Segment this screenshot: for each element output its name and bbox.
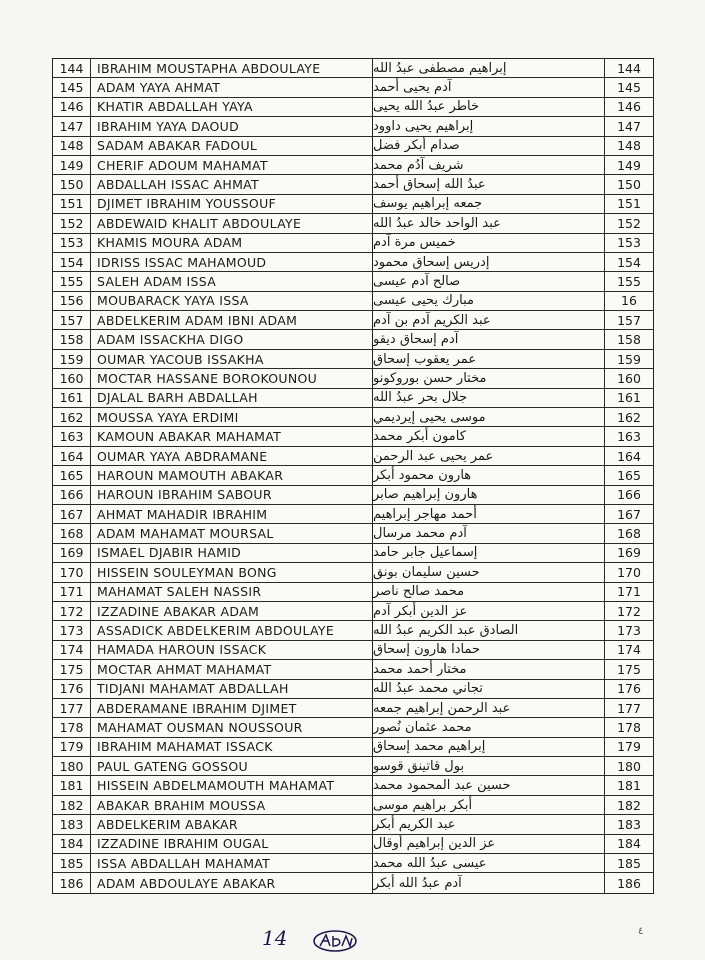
name-arabic: عبد الواحد خالد عبدُ الله bbox=[373, 214, 605, 232]
table-row bbox=[53, 311, 653, 330]
row-number-right: 173 bbox=[617, 623, 641, 639]
row-number-right: 178 bbox=[617, 719, 641, 735]
table-row bbox=[53, 854, 653, 873]
name-arabic: خميس مرة آدم bbox=[373, 234, 605, 252]
row-number-right: 149 bbox=[617, 157, 641, 173]
name-latin: KHAMIS MOURA ADAM bbox=[91, 234, 373, 252]
name-arabic: إدريس إسحاق محمود bbox=[373, 253, 605, 271]
name-arabic: موسى يحيى إيرديمي bbox=[373, 408, 605, 426]
table-row bbox=[53, 873, 653, 892]
page-number: 14 bbox=[262, 926, 288, 950]
name-latin: ABDALLAH ISSAC AHMAT bbox=[91, 175, 373, 193]
table-row bbox=[53, 408, 653, 427]
name-latin: HISSEIN ABDELMAMOUTH MAHAMAT bbox=[91, 776, 373, 794]
row-number-left: 184 bbox=[53, 835, 91, 853]
name-latin: HAROUN MAMOUTH ABAKAR bbox=[91, 466, 373, 484]
row-number-left: 169 bbox=[53, 544, 91, 562]
name-latin: IZZADINE ABAKAR ADAM bbox=[91, 602, 373, 620]
row-number-right: 165 bbox=[617, 467, 641, 483]
name-arabic: عبد الرحمن إبراهيم جمعه bbox=[373, 699, 605, 717]
table-row bbox=[53, 389, 653, 408]
row-number-right: 147 bbox=[617, 118, 641, 134]
table-row bbox=[53, 253, 653, 272]
name-latin: AHMAT MAHADIR IBRAHIM bbox=[91, 505, 373, 523]
row-number-right: 172 bbox=[617, 603, 641, 619]
table-row bbox=[53, 427, 653, 446]
table-row bbox=[53, 369, 653, 388]
name-latin: SADAM ABAKAR FADOUL bbox=[91, 137, 373, 155]
row-number-left: 144 bbox=[53, 59, 91, 77]
name-arabic: عبدُ الله إسحاق أحمد bbox=[373, 175, 605, 193]
row-number-right: 181 bbox=[617, 778, 641, 794]
row-number-right: 16 bbox=[621, 293, 637, 309]
name-latin: IBRAHIM MAHAMAT ISSACK bbox=[91, 738, 373, 756]
name-latin: IBRAHIM MOUSTAPHA ABDOULAYE bbox=[91, 59, 373, 77]
name-arabic: صالح آدم عيسى bbox=[373, 272, 605, 290]
row-number-left: 171 bbox=[53, 583, 91, 601]
name-latin: MAHAMAT SALEH NASSIR bbox=[91, 583, 373, 601]
row-number-right: 163 bbox=[617, 429, 641, 445]
row-number-right: 186 bbox=[617, 875, 641, 891]
name-latin: TIDJANI MAHAMAT ABDALLAH bbox=[91, 680, 373, 698]
name-latin: HAMADA HAROUN ISSACK bbox=[91, 641, 373, 659]
table-row bbox=[53, 195, 653, 214]
row-number-left: 179 bbox=[53, 738, 91, 756]
name-arabic: هارون محمود أبكر bbox=[373, 466, 605, 484]
table-row bbox=[53, 621, 653, 640]
row-number-left: 165 bbox=[53, 466, 91, 484]
table-row bbox=[53, 524, 653, 543]
name-latin: ISSA ABDALLAH MAHAMAT bbox=[91, 854, 373, 872]
row-number-left: 170 bbox=[53, 563, 91, 581]
row-number-left: 149 bbox=[53, 156, 91, 174]
name-latin: KAMOUN ABAKAR MAHAMAT bbox=[91, 427, 373, 445]
name-arabic: جلال بحر عبدُ الله bbox=[373, 389, 605, 407]
row-number-right: 177 bbox=[617, 700, 641, 716]
name-arabic: مختار أحمد محمد bbox=[373, 660, 605, 678]
name-latin: ADAM YAYA AHMAT bbox=[91, 78, 373, 96]
table-row bbox=[53, 505, 653, 524]
name-arabic: مبارك يحيى عيسى bbox=[373, 292, 605, 310]
table-row bbox=[53, 680, 653, 699]
row-number-left: 173 bbox=[53, 621, 91, 639]
name-latin: DJIMET IBRAHIM YOUSSOUF bbox=[91, 195, 373, 213]
row-number-left: 152 bbox=[53, 214, 91, 232]
table-row bbox=[53, 98, 653, 117]
table-row bbox=[53, 330, 653, 349]
name-latin: IZZADINE IBRAHIM OUGAL bbox=[91, 835, 373, 853]
table-row bbox=[53, 796, 653, 815]
row-number-left: 147 bbox=[53, 117, 91, 135]
row-number-left: 157 bbox=[53, 311, 91, 329]
name-arabic: مختار حسن بوروكونو bbox=[373, 369, 605, 387]
row-number-left: 161 bbox=[53, 389, 91, 407]
row-number-left: 153 bbox=[53, 234, 91, 252]
row-number-left: 164 bbox=[53, 447, 91, 465]
row-number-left: 151 bbox=[53, 195, 91, 213]
row-number-left: 156 bbox=[53, 292, 91, 310]
name-arabic: إبراهيم يحيى داوود bbox=[373, 117, 605, 135]
row-number-left: 183 bbox=[53, 815, 91, 833]
row-number-right: 148 bbox=[617, 138, 641, 154]
row-number-left: 167 bbox=[53, 505, 91, 523]
name-latin: HISSEIN SOULEYMAN BONG bbox=[91, 563, 373, 581]
table-row bbox=[53, 641, 653, 660]
row-number-right: 146 bbox=[617, 99, 641, 115]
row-number-right: 185 bbox=[617, 855, 641, 871]
row-number-right: 171 bbox=[617, 584, 641, 600]
row-number-left: 182 bbox=[53, 796, 91, 814]
row-number-right: 168 bbox=[617, 526, 641, 542]
name-latin: SALEH ADAM ISSA bbox=[91, 272, 373, 290]
row-number-left: 176 bbox=[53, 680, 91, 698]
row-number-right: 170 bbox=[617, 564, 641, 580]
name-latin: ADAM MAHAMAT MOURSAL bbox=[91, 524, 373, 542]
row-number-left: 145 bbox=[53, 78, 91, 96]
name-arabic: آدم يحيى أحمد bbox=[373, 78, 605, 96]
table-row bbox=[53, 815, 653, 834]
name-arabic: عمر يحيى عبد الرحمن bbox=[373, 447, 605, 465]
row-number-left: 178 bbox=[53, 718, 91, 736]
table-row bbox=[53, 486, 653, 505]
name-arabic: هارون إبراهيم صابر bbox=[373, 486, 605, 504]
table-row bbox=[53, 272, 653, 291]
table-row bbox=[53, 738, 653, 757]
name-arabic: صدام أبكر فضل bbox=[373, 137, 605, 155]
row-number-right: 154 bbox=[617, 254, 641, 270]
row-number-left: 163 bbox=[53, 427, 91, 445]
row-number-right: 157 bbox=[617, 312, 641, 328]
name-arabic: خاطر عبدُ الله يحيى bbox=[373, 98, 605, 116]
row-number-left: 159 bbox=[53, 350, 91, 368]
table-row bbox=[53, 602, 653, 621]
row-number-right: 161 bbox=[617, 390, 641, 406]
row-number-right: 144 bbox=[617, 60, 641, 76]
name-arabic: عمر يعقوب إسحاق bbox=[373, 350, 605, 368]
name-arabic: كامون أبكر محمد bbox=[373, 427, 605, 445]
name-arabic: أحمد مهاجر إبراهيم bbox=[373, 505, 605, 523]
table-row bbox=[53, 350, 653, 369]
row-number-right: 159 bbox=[617, 351, 641, 367]
name-arabic: بول قاتينق قوسو bbox=[373, 757, 605, 775]
row-number-right: 152 bbox=[617, 215, 641, 231]
name-latin: CHERIF ADOUM MAHAMAT bbox=[91, 156, 373, 174]
row-number-right: 184 bbox=[617, 836, 641, 852]
row-number-left: 185 bbox=[53, 854, 91, 872]
name-latin: IDRISS ISSAC MAHAMOUD bbox=[91, 253, 373, 271]
name-arabic: حمادا هارون إسحاق bbox=[373, 641, 605, 659]
name-latin: MOUSSA YAYA ERDIMI bbox=[91, 408, 373, 426]
row-number-right: 150 bbox=[617, 177, 641, 193]
row-number-right: 155 bbox=[617, 273, 641, 289]
row-number-left: 177 bbox=[53, 699, 91, 717]
table-row bbox=[53, 78, 653, 97]
name-latin: ADAM ABDOULAYE ABAKAR bbox=[91, 873, 373, 892]
row-number-right: 169 bbox=[617, 545, 641, 561]
row-number-left: 154 bbox=[53, 253, 91, 271]
name-arabic: أبكر براهيم موسى bbox=[373, 796, 605, 814]
name-arabic: آدم إسحاق ديقو bbox=[373, 330, 605, 348]
table-row bbox=[53, 835, 653, 854]
table-row bbox=[53, 718, 653, 737]
table-row bbox=[53, 660, 653, 679]
row-number-left: 174 bbox=[53, 641, 91, 659]
row-number-left: 166 bbox=[53, 486, 91, 504]
name-latin: MAHAMAT OUSMAN NOUSSOUR bbox=[91, 718, 373, 736]
row-number-left: 155 bbox=[53, 272, 91, 290]
row-number-right: 145 bbox=[617, 80, 641, 96]
table-row bbox=[53, 699, 653, 718]
name-arabic: محمد صالح ناصر bbox=[373, 583, 605, 601]
row-number-right: 158 bbox=[617, 332, 641, 348]
name-arabic: حسين سليمان بونق bbox=[373, 563, 605, 581]
table-row bbox=[53, 214, 653, 233]
row-number-right: 167 bbox=[617, 506, 641, 522]
table-row bbox=[53, 776, 653, 795]
name-latin: MOCTAR HASSANE BOROKOUNOU bbox=[91, 369, 373, 387]
table-row bbox=[53, 156, 653, 175]
row-number-right: 164 bbox=[617, 448, 641, 464]
row-number-left: 181 bbox=[53, 776, 91, 794]
row-number-left: 186 bbox=[53, 873, 91, 892]
name-latin: IBRAHIM YAYA DAOUD bbox=[91, 117, 373, 135]
name-latin: PAUL GATENG GOSSOU bbox=[91, 757, 373, 775]
name-arabic: حسين عبد المحمود محمد bbox=[373, 776, 605, 794]
table-row bbox=[53, 583, 653, 602]
name-latin: KHATIR ABDALLAH YAYA bbox=[91, 98, 373, 116]
name-latin: OUMAR YACOUB ISSAKHA bbox=[91, 350, 373, 368]
signature-initials-icon bbox=[312, 928, 358, 954]
name-arabic: شريف آدُم محمد bbox=[373, 156, 605, 174]
corner-mark: ٤ bbox=[638, 926, 644, 937]
row-number-left: 150 bbox=[53, 175, 91, 193]
name-arabic: تجاني محمد عبدُ الله bbox=[373, 680, 605, 698]
row-number-right: 151 bbox=[617, 196, 641, 212]
name-arabic: عبد الكريم أبكر bbox=[373, 815, 605, 833]
name-arabic: عز الدين إبراهيم أوقال bbox=[373, 835, 605, 853]
name-latin: DJALAL BARH ABDALLAH bbox=[91, 389, 373, 407]
row-number-right: 180 bbox=[617, 758, 641, 774]
row-number-left: 172 bbox=[53, 602, 91, 620]
row-number-right: 179 bbox=[617, 739, 641, 755]
table-row bbox=[53, 563, 653, 582]
row-number-left: 158 bbox=[53, 330, 91, 348]
table-row bbox=[53, 117, 653, 136]
table-row bbox=[53, 447, 653, 466]
row-number-left: 180 bbox=[53, 757, 91, 775]
row-number-right: 160 bbox=[617, 370, 641, 386]
name-latin: ADAM ISSACKHA DIGO bbox=[91, 330, 373, 348]
row-number-right: 183 bbox=[617, 816, 641, 832]
table-row bbox=[53, 234, 653, 253]
name-arabic: محمد عثمان نُصور bbox=[373, 718, 605, 736]
name-latin: ABDEWAID KHALIT ABDOULAYE bbox=[91, 214, 373, 232]
row-number-right: 175 bbox=[617, 661, 641, 677]
name-latin: ABDERAMANE IBRAHIM DJIMET bbox=[91, 699, 373, 717]
table-row bbox=[53, 292, 653, 311]
name-latin: OUMAR YAYA ABDRAMANE bbox=[91, 447, 373, 465]
name-arabic: الصادق عبد الكريم عبدُ الله bbox=[373, 621, 605, 639]
row-number-right: 174 bbox=[617, 642, 641, 658]
name-arabic: عبد الكريم آدم بن آدم bbox=[373, 311, 605, 329]
name-arabic: عز الدين أبكر آدم bbox=[373, 602, 605, 620]
row-number-left: 168 bbox=[53, 524, 91, 542]
table-row bbox=[53, 59, 653, 78]
row-number-left: 148 bbox=[53, 137, 91, 155]
row-number-left: 160 bbox=[53, 369, 91, 387]
name-arabic: جمعه إبراهيم يوسف bbox=[373, 195, 605, 213]
name-latin: MOCTAR AHMAT MAHAMAT bbox=[91, 660, 373, 678]
row-number-right: 176 bbox=[617, 681, 641, 697]
row-number-right: 153 bbox=[617, 235, 641, 251]
row-number-right: 162 bbox=[617, 409, 641, 425]
name-arabic: آدم عبدُ الله أبكر bbox=[373, 873, 605, 892]
name-latin: ASSADICK ABDELKERIM ABDOULAYE bbox=[91, 621, 373, 639]
name-latin: ABDELKERIM ADAM IBNI ADAM bbox=[91, 311, 373, 329]
table-row bbox=[53, 137, 653, 156]
name-latin: ISMAEL DJABIR HAMID bbox=[91, 544, 373, 562]
row-number-left: 146 bbox=[53, 98, 91, 116]
name-arabic: إبراهيم محمد إسحاق bbox=[373, 738, 605, 756]
name-latin: ABDELKERIM ABAKAR bbox=[91, 815, 373, 833]
row-number-left: 175 bbox=[53, 660, 91, 678]
name-arabic: عيسى عبدُ الله محمد bbox=[373, 854, 605, 872]
name-latin: MOUBARACK YAYA ISSA bbox=[91, 292, 373, 310]
name-arabic: آدم محمد مرسال bbox=[373, 524, 605, 542]
table-row bbox=[53, 757, 653, 776]
name-arabic: إسماعيل جابر حامد bbox=[373, 544, 605, 562]
table-row bbox=[53, 175, 653, 194]
row-number-left: 162 bbox=[53, 408, 91, 426]
row-number-right: 182 bbox=[617, 797, 641, 813]
name-latin: ABAKAR BRAHIM MOUSSA bbox=[91, 796, 373, 814]
name-arabic: إبراهيم مصطفى عبدُ الله bbox=[373, 59, 605, 77]
table-row bbox=[53, 466, 653, 485]
names-table bbox=[52, 58, 654, 894]
table-row bbox=[53, 544, 653, 563]
name-latin: HAROUN IBRAHIM SABOUR bbox=[91, 486, 373, 504]
row-number-right: 166 bbox=[617, 487, 641, 503]
